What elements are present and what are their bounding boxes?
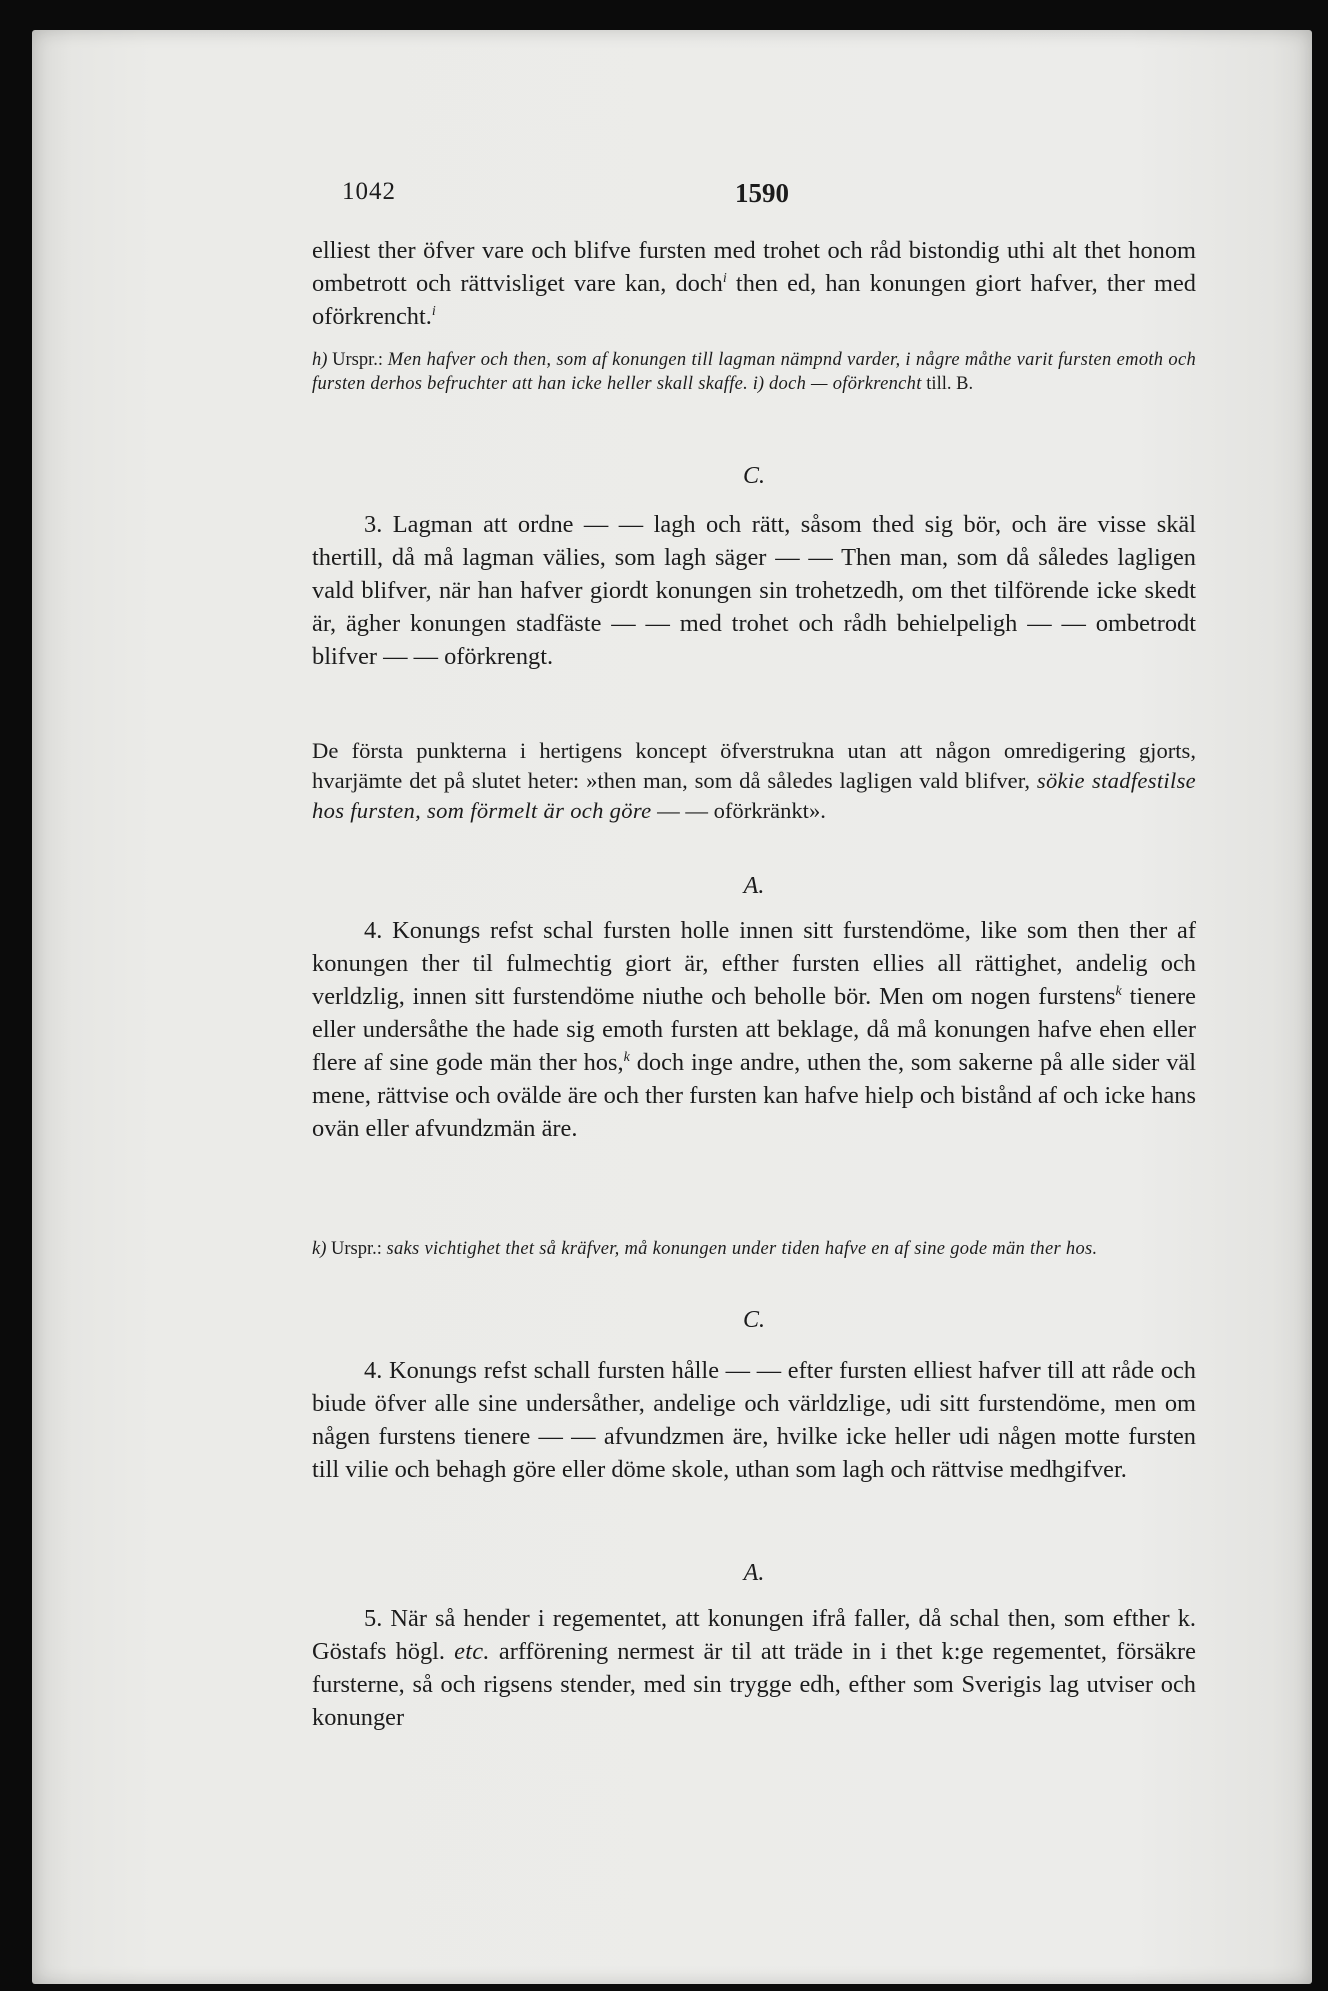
note-marker: k (623, 1049, 630, 1065)
note-marker: i (722, 270, 727, 286)
paragraph-1: elliest ther öfver vare och blifve fursten med trohet och råd bistondig uthi alt thet honom ombetrott och rättvisliget vare kan, doch$^i$ then ed, han konungen giort hafver, ther med oförkrencht.$^i$ (312, 237, 1196, 330)
section-heading-c-2: C. (742, 1307, 765, 1333)
paragraph-3: 3. Lagman att ordne — — lagh och rätt, såsom thed sig bör, och äre visse skäl thertill, då må lagman välies, som lagh säger — — Then man, som då således lagligen vald blifver, när han hafver giordt konungen sin trohetzedh, om thet tilförende icke skedt är, ägher konungen stadfäste — — med trohet och rådh behielpeligh — — ombetrodt blifver — — oförkrengt. (312, 511, 1196, 670)
paragraph-4a: 4. Konungs refst schal fursten holle innen sitt furstendöme, like som then ther af konungen ther til fulmechtig giort är, efther fursten ellies all rättighet, andelig och verldzlig, innen sitt furstendöme niuthe och beholle bör. Men om nogen furstens$^k$ tienere eller undersåthe the hade sig emoth fursten att beklage, då må konungen hafve ehen eller flere af sine gode män ther hos,$^k$ doch inge andre, uthen the, som sakerne på alle sider väl mene, rättvise och ovälde äre och ther fursten kan hafve hielp och bistånd af och icke hans ovän eller afvundzmän äre. (312, 917, 1196, 1142)
note-marker: k (1115, 983, 1122, 999)
paragraph-5: 5. När så hender i regementet, att konungen ifrå faller, då schal then, som efther k. Göstafs högl. etc. arfförening nermest är til att träde in i thet k:ge regementet, försäkre fursterne, så och rigsens stender, med sin trygge edh, efther som Sverigis lag utviser och konunger (312, 1605, 1196, 1731)
note-marker: i (431, 303, 436, 319)
footnote-h: h) Urspr.: Men hafver och then, som af konungen till lagman nämpnd varder, i någre måthe varit fursten emoth och fursten derhos befruchter att han icke heller skall skaffe. i) doch — oförkrencht till. B. (312, 350, 1197, 394)
folio-number: 1042 (342, 178, 396, 205)
section-heading-a-2: A. (743, 1560, 765, 1586)
paragraph-4c: 4. Konungs refst schall fursten hålle — — efter fursten elliest hafver till att råde och biude öfver alle sine undersåther, andelige och världzlige, udi sitt furstendöme, men om någen furstens tienere — — afvundzmen äre, hvilke icke heller udi någen motte fursten till vilie och behagh göre eller döme skole, uthan som lagh och rättvise medhgifver. (312, 1357, 1196, 1483)
year-heading: 1590 (735, 178, 789, 208)
editorial-note: De första punkterna i hertigens koncept öfverstrukna utan att någon omredigering gjorts, hvarjämte det på slutet heter: »then man, som då således lagligen vald blifver, sökie stadfestilse hos fursten, som förmelt är och göre — — oförkränkt». (312, 738, 1196, 823)
section-heading-c: C. (742, 463, 765, 489)
section-heading-a: A. (743, 873, 765, 899)
footnote-k: k) Urspr.: saks vichtighet thet så kräfver, må konungen under tiden hafve en af sine gode män ther hos. (312, 1239, 1098, 1259)
page-header (312, 178, 1196, 218)
